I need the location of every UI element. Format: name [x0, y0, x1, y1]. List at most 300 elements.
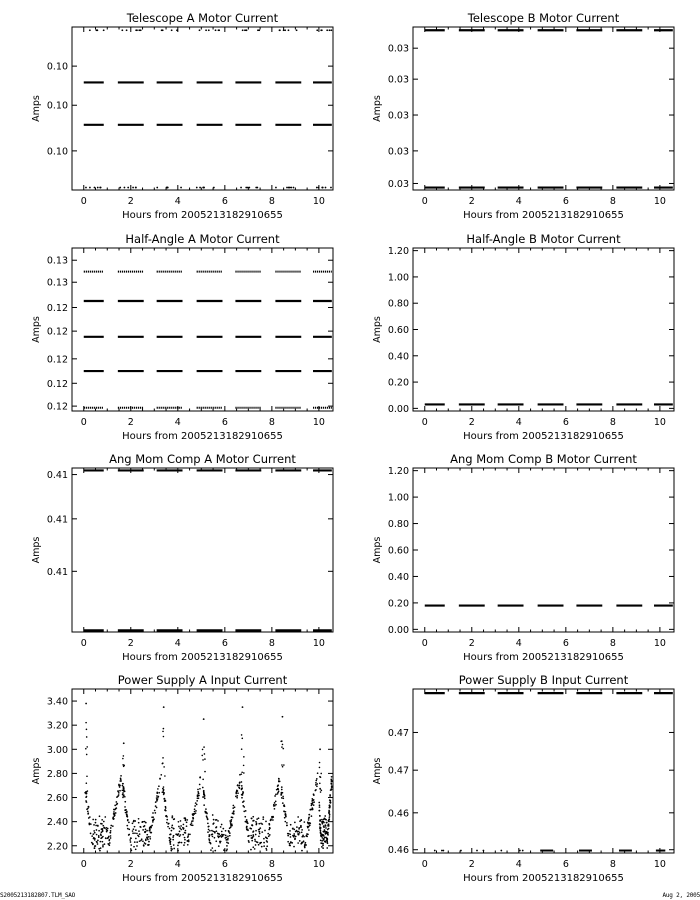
chart-1-point: [196, 187, 198, 189]
chart-7-point: [171, 830, 173, 832]
chart-7-point: [133, 828, 135, 830]
chart-7-point: [132, 832, 134, 834]
chart-2-xtick-label: 0: [421, 196, 428, 207]
chart-7-point: [268, 835, 270, 837]
chart-7-point: [319, 788, 321, 790]
chart-7-point: [232, 812, 234, 814]
chart-7-point: [325, 833, 327, 835]
chart-7-point: [242, 805, 244, 807]
chart-7-point: [146, 834, 148, 836]
chart-7-point: [239, 787, 241, 789]
chart-7-point: [323, 831, 325, 833]
chart-7-point: [277, 788, 279, 790]
chart-7-point: [319, 820, 321, 822]
chart-7-point: [221, 831, 223, 833]
chart-7-point: [186, 821, 188, 823]
chart-7-point: [119, 785, 121, 787]
chart-7-point: [202, 779, 204, 781]
chart-7-point: [315, 789, 317, 791]
chart-7-point: [323, 838, 325, 840]
chart-7-point: [322, 847, 324, 849]
chart-7-point: [170, 850, 172, 852]
chart-5-xtick-label: 6: [221, 638, 228, 649]
chart-7-point: [255, 830, 257, 832]
chart-1-point: [132, 187, 134, 189]
chart-7-point: [173, 818, 175, 820]
chart-7-point: [120, 780, 122, 782]
chart-7-point: [163, 766, 165, 768]
chart-1-point: [96, 29, 98, 31]
chart-7-point: [214, 837, 216, 839]
chart-7-point: [306, 833, 308, 835]
chart-7-point: [322, 843, 324, 845]
chart-1-point: [180, 187, 182, 189]
chart-7-point: [93, 830, 95, 832]
chart-7-point: [252, 831, 254, 833]
chart-7-point: [237, 785, 239, 787]
chart-7-point: [282, 797, 284, 799]
chart-7-point: [319, 762, 321, 764]
chart-1-point: [257, 29, 259, 31]
chart-7-point: [305, 844, 307, 846]
chart-7-point: [321, 790, 323, 792]
chart-7-point: [237, 792, 239, 794]
chart-1-xtick-label: 8: [268, 196, 275, 207]
chart-1-xlabel: Hours from 2005213182910655: [122, 210, 283, 221]
chart-7-point: [282, 748, 284, 750]
chart-6-ytick-label: 0.20: [387, 598, 409, 610]
chart-2-xtick-label: 2: [468, 196, 475, 207]
chart-7-point: [304, 846, 306, 848]
chart-7-point: [104, 816, 106, 818]
chart-4-ytick-label: 0.40: [387, 351, 409, 363]
chart-7-point: [124, 806, 126, 808]
chart-7-point: [184, 839, 186, 841]
chart-6-ytick-label: 0.60: [387, 545, 409, 557]
chart-7-point: [326, 838, 328, 840]
chart-7-point: [324, 824, 326, 826]
chart-7-point: [323, 835, 325, 837]
chart-1-point: [318, 187, 320, 189]
chart-7-point: [120, 775, 122, 777]
chart-1-point: [316, 29, 318, 31]
chart-7-point: [214, 850, 216, 852]
chart-7-point: [204, 753, 206, 755]
chart-7-point: [154, 812, 156, 814]
chart-7-point: [197, 795, 199, 797]
chart-7-point: [215, 840, 217, 842]
chart-7-point: [126, 825, 128, 827]
chart-1-point: [286, 187, 288, 189]
chart-7-point: [286, 822, 288, 824]
chart-7-point: [192, 817, 194, 819]
chart-7-point: [327, 832, 329, 834]
chart-7-point: [156, 797, 158, 799]
chart-8-xtick-label: 6: [562, 859, 569, 870]
chart-5-ylabel: Amps: [31, 536, 42, 564]
chart-7-point: [179, 842, 181, 844]
chart-7-point: [210, 849, 212, 851]
chart-7-point: [86, 801, 88, 803]
chart-7-point: [245, 821, 247, 823]
chart-7-point: [196, 804, 198, 806]
chart-1-point: [119, 187, 121, 189]
chart-1-xtick-label: 2: [127, 196, 134, 207]
chart-7-point: [110, 830, 112, 832]
chart-7-point: [87, 808, 89, 810]
chart-4-title: Half-Angle B Motor Current: [466, 232, 621, 246]
chart-7-point: [184, 842, 186, 844]
chart-7-point: [150, 831, 152, 833]
chart-7-point: [128, 834, 130, 836]
chart-7-point: [144, 831, 146, 833]
chart-7-point: [110, 832, 112, 834]
chart-7-point: [327, 824, 329, 826]
chart-7-point: [289, 844, 291, 846]
chart-2-ytick-label: 0.03: [387, 74, 409, 86]
chart-7-point: [123, 789, 125, 791]
chart-7-point: [266, 837, 268, 839]
chart-1-point: [330, 187, 332, 189]
chart-8-xtick-label: 10: [653, 859, 666, 870]
chart-7-point: [211, 834, 213, 836]
chart-7-point: [116, 804, 118, 806]
chart-7-point: [206, 813, 208, 815]
chart-7-point: [199, 777, 201, 779]
chart-7-point: [289, 830, 291, 832]
chart-7-point: [278, 780, 280, 782]
chart-7-point: [124, 809, 126, 811]
chart-7-point: [191, 824, 193, 826]
chart-8-ytick-label: 0.46: [387, 845, 409, 857]
chart-6-xtick-label: 10: [653, 638, 666, 649]
chart-8-frame: [413, 689, 674, 853]
chart-7-point: [116, 796, 118, 798]
chart-7-point: [307, 826, 309, 828]
chart-7-point: [86, 791, 88, 793]
chart-7-point: [90, 823, 92, 825]
chart-7-point: [137, 835, 139, 837]
chart-2-xtick-label: 10: [653, 196, 666, 207]
chart-1-point: [176, 29, 178, 31]
chart-7-point: [105, 838, 107, 840]
chart-7-point: [275, 800, 277, 802]
chart-1-point: [215, 29, 217, 31]
chart-7-point: [139, 833, 141, 835]
chart-7-point: [126, 811, 128, 813]
chart-3-xtick-label: 6: [221, 417, 228, 428]
chart-5-xtick-label: 8: [268, 638, 275, 649]
chart-7-point: [269, 834, 271, 836]
chart-7-point: [240, 773, 242, 775]
chart-7-point: [94, 839, 96, 841]
chart-7-point: [158, 792, 160, 794]
chart-7-point: [93, 824, 95, 826]
chart-3-ytick-label: 0.12: [46, 326, 68, 338]
chart-7-point: [296, 830, 298, 832]
chart-7-point: [265, 848, 267, 850]
chart-7-point: [255, 834, 257, 836]
chart-5-xtick-label: 10: [312, 638, 325, 649]
chart-7-point: [91, 842, 93, 844]
chart-7-point: [102, 844, 104, 846]
chart-7-point: [329, 800, 331, 802]
chart-8-point: [522, 850, 524, 852]
chart-6-ylabel: Amps: [372, 536, 383, 564]
chart-7-point: [204, 771, 206, 773]
chart-8-ylabel: Amps: [372, 757, 383, 785]
chart-7-point: [262, 816, 264, 818]
chart-7-point: [218, 845, 220, 847]
chart-5-data: [84, 470, 332, 630]
chart-7-point: [285, 813, 287, 815]
chart-7-point: [260, 842, 262, 844]
chart-7-point: [327, 842, 329, 844]
chart-7-point: [216, 830, 218, 832]
chart-7-point: [102, 825, 104, 827]
chart-7-point: [298, 827, 300, 829]
chart-7-point: [320, 842, 322, 844]
chart-8-point: [441, 850, 443, 852]
chart-7-point: [320, 830, 322, 832]
chart-7-point: [321, 821, 323, 823]
chart-7-point: [266, 849, 268, 851]
chart-7-point: [142, 829, 144, 831]
chart-7-point: [322, 837, 324, 839]
chart-7-point: [251, 824, 253, 826]
chart-7-point: [249, 827, 251, 829]
chart-7-point: [169, 828, 171, 830]
chart-7-point: [110, 825, 112, 827]
chart-7-point: [162, 731, 164, 733]
chart-1-point: [325, 187, 327, 189]
chart-7-point: [282, 792, 284, 794]
chart-7-point: [292, 835, 294, 837]
chart-7-point: [197, 789, 199, 791]
chart-2-xtick-label: 4: [515, 196, 522, 207]
chart-7-point: [317, 772, 319, 774]
chart-7-point: [230, 820, 232, 822]
chart-7-point: [293, 833, 295, 835]
chart-7-point: [134, 841, 136, 843]
chart-7-point: [226, 845, 228, 847]
chart-7-point: [186, 825, 188, 827]
chart-7-point: [216, 826, 218, 828]
chart-7-point: [85, 722, 87, 724]
chart-7-point: [136, 841, 138, 843]
chart-7-point: [313, 801, 315, 803]
chart-7-ytick-label: 3.40: [46, 696, 68, 708]
chart-7-point: [179, 831, 181, 833]
chart-7-point: [261, 831, 263, 833]
chart-7-point: [156, 795, 158, 797]
chart-7-point: [112, 825, 114, 827]
chart-7-point: [113, 813, 115, 815]
chart-7-point: [205, 808, 207, 810]
chart-7-point: [85, 796, 87, 798]
chart-7-point: [112, 816, 114, 818]
chart-7-point: [325, 818, 327, 820]
chart-7-point: [130, 837, 132, 839]
chart-1-title: Telescope A Motor Current: [126, 11, 279, 25]
chart-7-point: [309, 822, 311, 824]
chart-7-point: [225, 830, 227, 832]
chart-5-ytick-label: 0.41: [46, 514, 68, 526]
chart-7-point: [323, 826, 325, 828]
chart-4-xtick-label: 8: [609, 417, 616, 428]
chart-7-point: [102, 831, 104, 833]
chart-7-point: [268, 829, 270, 831]
chart-7-point: [223, 849, 225, 851]
chart-4-ytick-label: 0.80: [387, 298, 409, 310]
chart-4-xtick-label: 6: [562, 417, 569, 428]
chart-7-point: [118, 792, 120, 794]
chart-4-xtick-label: 10: [653, 417, 666, 428]
chart-1-point: [135, 187, 137, 189]
chart-7-point: [110, 827, 112, 829]
chart-7-point: [96, 841, 98, 843]
chart-7-point: [252, 834, 254, 836]
chart-7-point: [124, 796, 126, 798]
chart-7-point: [319, 824, 321, 826]
chart-6-frame: [413, 468, 674, 632]
chart-7-xtick-label: 10: [312, 859, 325, 870]
chart-7-ytick-label: 3.00: [46, 744, 68, 756]
chart-1-point: [205, 29, 207, 31]
chart-1-point: [213, 187, 215, 189]
chart-1-ytick-label: 0.10: [46, 146, 68, 158]
chart-1-ytick-label: 0.10: [46, 100, 68, 112]
chart-8-point: [460, 850, 462, 852]
chart-3-ytick-label: 0.12: [46, 302, 68, 314]
chart-2-ytick-label: 0.03: [387, 146, 409, 158]
chart-7-point: [195, 802, 197, 804]
chart-7-point: [206, 815, 208, 817]
chart-7-point: [179, 835, 181, 837]
chart-7-point: [153, 818, 155, 820]
chart-7-point: [142, 840, 144, 842]
chart-1-point: [288, 29, 290, 31]
chart-7-point: [208, 829, 210, 831]
chart-7-point: [221, 824, 223, 826]
chart-7-point: [177, 845, 179, 847]
chart-7-point: [160, 774, 162, 776]
chart-7-point: [133, 846, 135, 848]
chart-7-point: [102, 841, 104, 843]
chart-7-point: [311, 805, 313, 807]
chart-7-point: [258, 844, 260, 846]
chart-2-ylabel: Amps: [372, 95, 383, 122]
chart-7-point: [287, 841, 289, 843]
chart-7-point: [322, 823, 324, 825]
chart-7-point: [283, 810, 285, 812]
chart-7-point: [148, 844, 150, 846]
chart-7-point: [95, 819, 97, 821]
chart-7-point: [243, 772, 245, 774]
chart-7-point: [315, 780, 317, 782]
chart-8-xtick-label: 8: [609, 859, 616, 870]
chart-6-ytick-label: 1.20: [387, 466, 409, 478]
chart-7-point: [324, 815, 326, 817]
chart-1-point: [167, 187, 169, 189]
chart-7-point: [242, 706, 244, 708]
chart-1-point: [242, 29, 244, 31]
chart-7-point: [140, 840, 142, 842]
chart-1-point: [97, 187, 99, 189]
chart-7-point: [138, 822, 140, 824]
chart-7-point: [124, 801, 126, 803]
chart-6-xtick-label: 2: [468, 638, 475, 649]
chart-7-point: [122, 758, 124, 760]
chart-7-point: [126, 815, 128, 817]
chart-7-point: [127, 819, 129, 821]
chart-1-point: [203, 187, 205, 189]
chart-1-point: [126, 29, 128, 31]
chart-7-point: [173, 844, 175, 846]
chart-7-point: [128, 828, 130, 830]
chart-7-point: [222, 834, 224, 836]
chart-7-data: [84, 703, 332, 852]
chart-7-point: [277, 785, 279, 787]
chart-7-point: [202, 759, 204, 761]
chart-2-frame: [413, 27, 674, 190]
chart-7-point: [191, 822, 193, 824]
chart-7-point: [158, 785, 160, 787]
chart-5-xtick-label: 2: [127, 638, 134, 649]
chart-7-point: [99, 841, 101, 843]
chart-8-xtick-label: 0: [421, 859, 428, 870]
chart-3-ylabel: Amps: [31, 316, 42, 343]
chart-7-point: [114, 809, 116, 811]
chart-5-frame: [72, 468, 333, 632]
chart-7-point: [328, 810, 330, 812]
chart-7-point: [150, 826, 152, 828]
chart-1-point: [138, 29, 140, 31]
chart-7-point: [154, 810, 156, 812]
chart-5: [31, 452, 333, 663]
chart-7-point: [128, 822, 130, 824]
chart-7-point: [103, 821, 105, 823]
chart-7-point: [305, 842, 307, 844]
chart-2-title: Telescope B Motor Current: [467, 11, 620, 25]
chart-7-point: [241, 771, 243, 773]
chart-7-point: [243, 800, 245, 802]
chart-7-point: [96, 834, 98, 836]
chart-7-ylabel: Amps: [31, 757, 42, 785]
chart-7-point: [183, 817, 185, 819]
chart-7-point: [256, 818, 258, 820]
chart-5-xtick-label: 4: [174, 638, 181, 649]
chart-7-point: [155, 805, 157, 807]
chart-7-point: [180, 820, 182, 822]
chart-1-frame: [72, 27, 333, 190]
chart-7-point: [149, 830, 151, 832]
chart-7-point: [101, 837, 103, 839]
chart-7-point: [256, 841, 258, 843]
chart-7-point: [299, 832, 301, 834]
chart-4: [372, 232, 674, 442]
chart-7-point: [102, 846, 104, 848]
chart-7-point: [123, 765, 125, 767]
chart-7-point: [110, 835, 112, 837]
chart-7-point: [97, 825, 99, 827]
chart-7-point: [100, 833, 102, 835]
chart-1-point: [284, 29, 286, 31]
chart-7-point: [180, 825, 182, 827]
chart-7-point: [104, 827, 106, 829]
chart-1-point: [94, 187, 96, 189]
chart-7-point: [313, 799, 315, 801]
